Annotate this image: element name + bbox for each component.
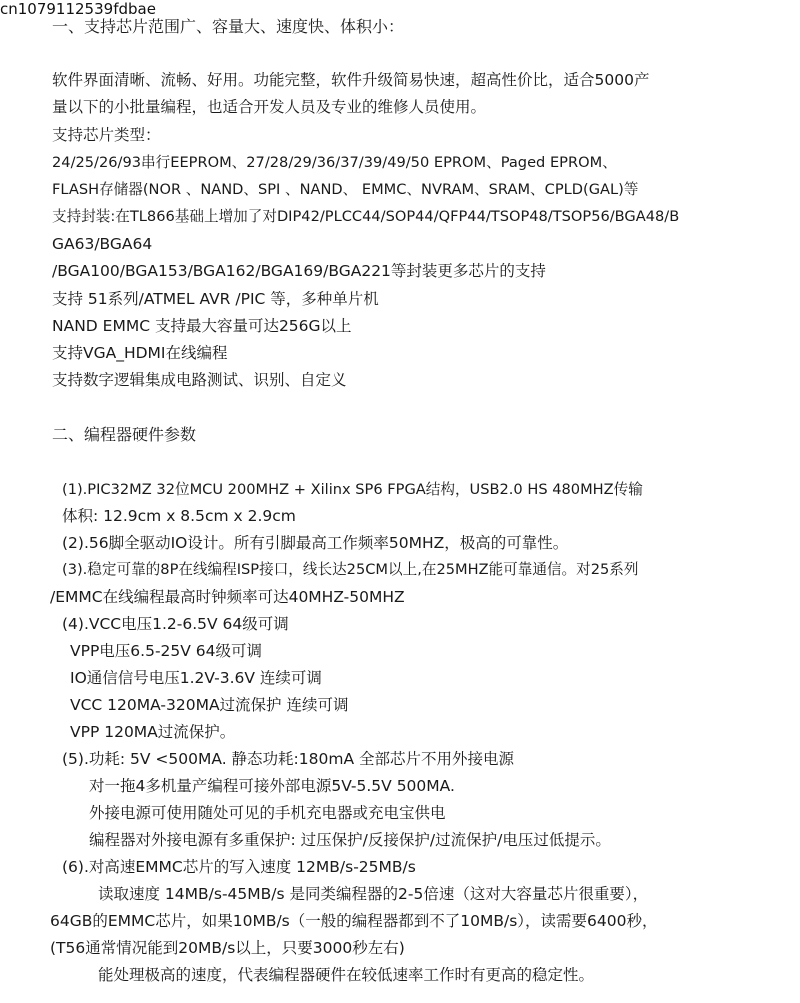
- section2-line: (1).PIC32MZ 32位MCU 200MHZ + Xilinx SP6 FPGA结构，USB2.0 HS 480MHZ传输: [62, 481, 643, 498]
- section1-line: 支持封装:在TL866基础上增加了对DIP42/PLCC44/SOP44/QFP44/TSOP48/TSOP56/BGA48/B: [52, 208, 680, 225]
- section2-line: 编程器对外接电源有多重保护: 过压保护/反接保护/过流保护/电压过低提示。: [89, 831, 611, 849]
- section2-line: (6).对高速EMMC芯片的写入速度 12MB/s-25MB/s: [62, 858, 416, 876]
- section1-line: NAND EMMC 支持最大容量可达256G以上: [52, 317, 352, 335]
- section2-line: VPP电压6.5-25V 64级可调: [70, 642, 263, 660]
- section2-line: IO通信信号电压1.2V-3.6V 连续可调: [70, 669, 322, 687]
- section2-heading: 二、编程器硬件参数: [52, 425, 197, 444]
- section2-line: 64GB的EMMC芯片，如果10MB/s（一般的编程器都到不了10MB/s），读需要6400秒，: [50, 912, 658, 930]
- section2-line: /EMMC在线编程最高时钟频率可达40MHZ-50MHZ: [50, 588, 405, 606]
- section1-line: FLASH存储器(NOR 、NAND、SPI 、NAND、 EMMC、NVRAM、SRAM、CPLD(GAL)等: [52, 181, 639, 198]
- section2-line: (2).56脚全驱动IO设计。所有引脚最高工作频率50MHZ，极高的可靠性。: [62, 534, 569, 552]
- section2-line: (T56通常情况能到20MB/s以上，只要3000秒左右): [50, 939, 405, 957]
- section2-line: 读取速度 14MB/s-45MB/s 是同类编程器的2-5倍速（这对大容量芯片很重要），: [98, 885, 649, 903]
- section2-line: (3).稳定可靠的8P在线编程ISP接口，线长达25CM以上,在25MHZ能可靠通信。对25系列: [62, 561, 639, 578]
- section2-line: VCC 120MA-320MA过流保护 连续可调: [70, 696, 349, 714]
- section2-line: (5).功耗: 5V <500MA. 静态功耗:180mA 全部芯片不用外接电源: [62, 750, 514, 768]
- section1-line: 支持数字逻辑集成电路测试、识别、自定义: [52, 371, 347, 389]
- section1-line: 量以下的小批量编程，也适合开发人员及专业的维修人员使用。: [52, 98, 487, 116]
- section1-line: GA63/BGA64: [52, 235, 153, 253]
- section2-line: 外接电源可使用随处可见的手机充电器或充电宝供电: [89, 804, 446, 822]
- section1-line: /BGA100/BGA153/BGA162/BGA169/BGA221等封装更多芯片的支持: [52, 262, 546, 280]
- section2-line: 对一拖4多机量产编程可接外部电源5V-5.5V 500MA.: [89, 777, 455, 795]
- section2-line: VPP 120MA过流保护。: [70, 723, 236, 741]
- watermark-text: cn1079112539fdbae: [0, 0, 156, 18]
- section1-line: 支持 51系列/ATMEL AVR /PIC 等，多种单片机: [52, 290, 379, 308]
- section1-line: 支持芯片类型：: [52, 126, 161, 144]
- section2-line: 体积: 12.9cm x 8.5cm x 2.9cm: [62, 507, 296, 525]
- section1-heading: 一、支持芯片范围广、容量大、速度快、体积小：: [52, 17, 405, 36]
- section1-line: 软件界面清晰、流畅、好用。功能完整，软件升级简易快速，超高性价比，适合5000产: [52, 71, 650, 89]
- section1-line: 支持VGA_HDMI在线编程: [52, 344, 228, 362]
- section2-line: 能处理极高的速度，代表编程器硬件在较低速率工作时有更高的稳定性。: [98, 966, 595, 984]
- section1-line: 24/25/26/93串行EEPROM、27/28/29/36/37/39/49/50 EPROM、Paged EPROM、: [52, 154, 617, 171]
- section2-line: (4).VCC电压1.2-6.5V 64级可调: [62, 615, 289, 633]
